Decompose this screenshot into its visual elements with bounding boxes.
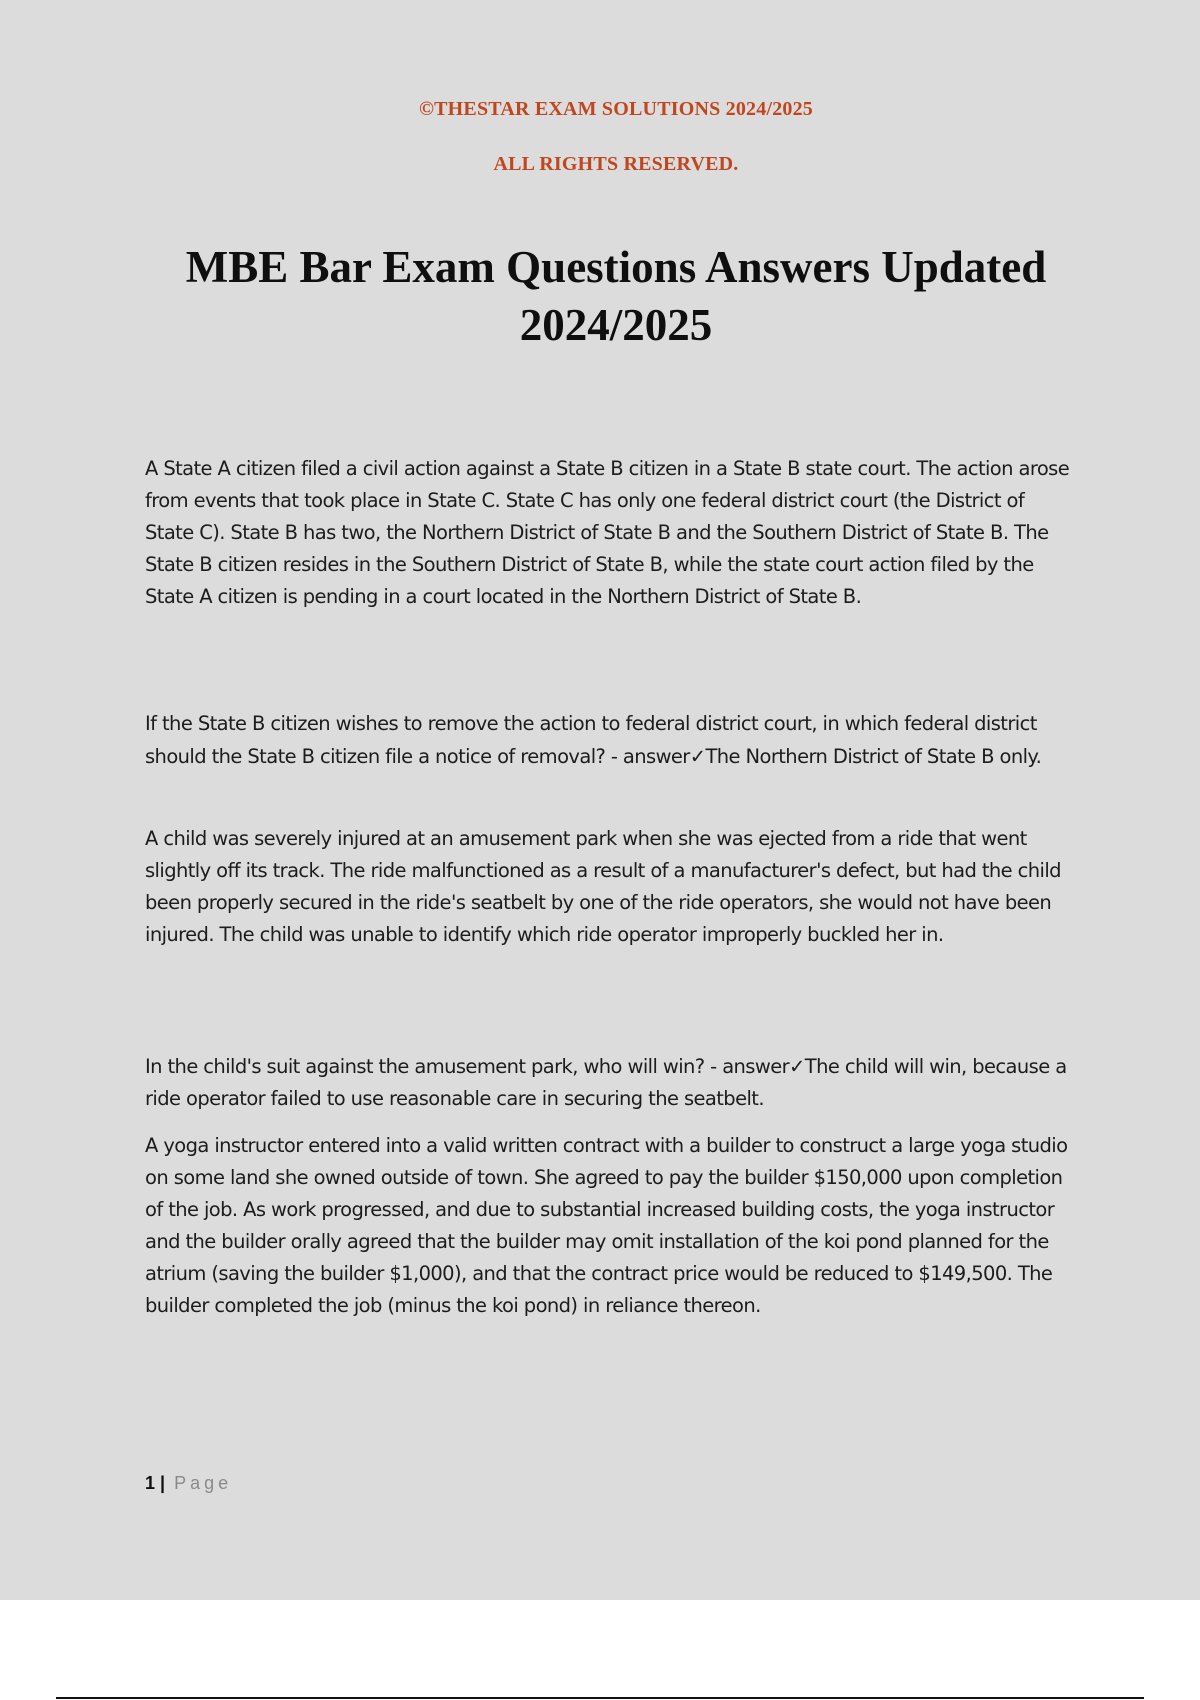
page-bottom-rule xyxy=(56,1697,1144,1699)
question-answer-paragraph: If the State B citizen wishes to remove the action to federal district court, in which federal district should the State B citizen file a notice of removal? - answer✓The Northern District of State B only. xyxy=(145,712,1042,768)
question-paragraph: A child was severely injured at an amusement park when she was ejected from a ride that went slightly off its track. The ride malfunctioned as a result of a manufacturer's defect, but had the child been properly secured in the ride's seatbelt by one of the ride operators, she would not have been injured. The child was unable to identify which ride operator improperly buckled her in. xyxy=(145,827,1061,946)
rights-reserved-notice: ALL RIGHTS RESERVED. xyxy=(493,153,739,175)
copyright-notice: ©THESTAR EXAM SOLUTIONS 2024/2025 xyxy=(418,98,813,120)
document-title: MBE Bar Exam Questions Answers Updated 2024/2025 xyxy=(185,242,1047,350)
page-separator: | xyxy=(160,1473,166,1493)
page-footer xyxy=(145,1473,232,1494)
question-answer-paragraph: In the child's suit against the amusement park, who will win? - answer✓The child will win, because a ride operator failed to use reasonable care in securing the seatbelt. xyxy=(145,1055,1067,1110)
question-paragraph: A State A citizen filed a civil action against a State B citizen in a State B state court. The action arose from events that took place in State C. State C has only one federal district court (the District of State C). State B has two, the Northern District of State B and the Southern District of State B. The State B citizen resides in the Southern District of State B, while the state court action filed by the State A citizen is pending in a court located in the Northern District of State B. xyxy=(145,457,1070,608)
page-number: 1 xyxy=(145,1473,156,1493)
page-label: Page xyxy=(174,1473,233,1493)
question-paragraph: A yoga instructor entered into a valid written contract with a builder to construct a large yoga studio on some land she owned outside of town. She agreed to pay the builder $150,000 upon completion of the job. As work progressed, and due to substantial increased building costs, the yoga instructor and the builder orally agreed that the builder may omit installation of the koi pond planned for the atrium (saving the builder $1,000), and that the contract price would be reduced to $149,500. The builder completed the job (minus the koi pond) in reliance thereon. xyxy=(145,1134,1068,1317)
